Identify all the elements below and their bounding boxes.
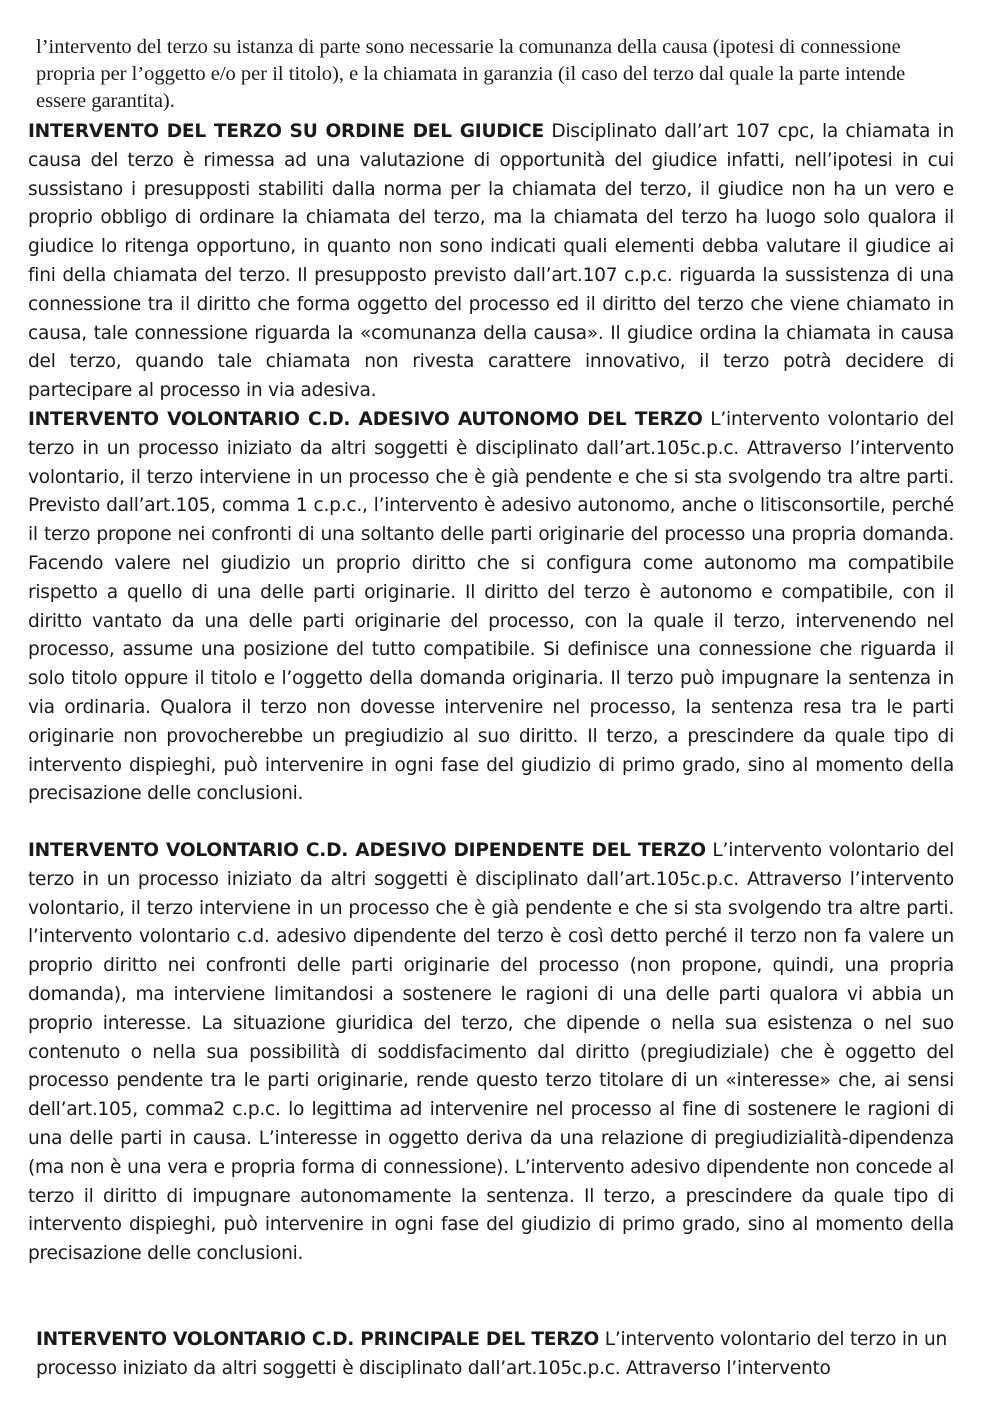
intro-paragraph: l’intervento del terzo su istanza di parte sono necessarie la comunanza della causa (ipotesi di connessione propria per l’oggetto e/o per il titolo), e la chiamata in garanzia (il caso del terzo dal quale la parte intende essere garantita). — [36, 36, 906, 112]
section-heading: INTERVENTO VOLONTARIO C.D. ADESIVO DIPENDENTE DEL TERZO — [28, 840, 706, 861]
section-intervento-ordine-giudice — [28, 118, 954, 406]
section-body: Disciplinato dall’art 107 cpc, la chiamata in causa del terzo è rimessa ad una valutazione di opportunità del giudice infatti, nell’ipotesi in cui sussistano i presupposti stabiliti dalla norma per la chiamata del terzo, il giudice non ha un vero e proprio obbligo di ordinare la chiamata del terzo, ma la chiamata del terzo ha luogo solo qualora il giudice lo ritenga opportuno, in quanto non sono indicati quali elementi debba valutare il giudice ai fini della chiamata del terzo. Il presupposto previsto dall’art.107 c.p.c. riguarda la sussistenza di una connessione tra il diritto che forma oggetto del processo ed il diritto del terzo che viene chiamato in causa, tale connessione riguarda la «comunanza della causa». Il giudice ordina la chiamata in causa del terzo, quando tale chiamata non rivesta carattere innovativo, il terzo potrà decidere di partecipare al processo in via adesiva. — [28, 121, 954, 402]
section-intervento-principale — [36, 1326, 954, 1384]
section-heading: INTERVENTO VOLONTARIO C.D. PRINCIPALE DEL TERZO — [36, 1329, 600, 1350]
section-body: L’intervento volontario del terzo in un processo iniziato da altri soggetti è disciplinato dall’art.105c.p.c. Attraverso l’intervento volontario, il terzo interviene in un processo che è già pendente e che si sta svolgendo tra altre parti. Previsto dall’art.105, comma 1 c.p.c., l’intervento è adesivo autonomo, anche o litisconsortile, perché il terzo propone nei confronti di una soltanto delle parti originarie del processo una propria domanda. Facendo valere nel giudizio un proprio diritto che si configura come autonomo ma compatibile rispetto a quello di una delle parti originarie. Il diritto del terzo è autonomo e compatibile, con il diritto vantato da una delle parti originarie del processo, con la quale il terzo, intervenendo nel processo, assume una posizione del tutto compatibile. Si definisce una connessione che riguarda il solo titolo oppure il titolo e l’oggetto della domanda originaria. Il terzo può impugnare la sentenza in via ordinaria. Qualora il terzo non dovesse intervenire nel processo, la sentenza resa tra le parti originarie non provocherebbe un pregiudizio al suo diritto. Il terzo, a prescindere da quale tipo di intervento dispieghi, può intervenire in ogni fase del giudizio di primo grado, sino al momento della precisazione delle conclusioni. — [28, 409, 954, 805]
section-intervento-adesivo-dipendente — [28, 837, 954, 1269]
section-heading: INTERVENTO DEL TERZO SU ORDINE DEL GIUDICE — [28, 121, 545, 142]
section-heading: INTERVENTO VOLONTARIO C.D. ADESIVO AUTONOMO DEL TERZO — [28, 409, 703, 430]
section-body: L’intervento volontario del terzo in un processo iniziato da altri soggetti è disciplinato dall’art.105c.p.c. Attraverso l’intervento volontario, il terzo interviene in un processo che è già pendente e che si sta svolgendo tra altre parti. l’intervento volontario c.d. adesivo dipendente del terzo è così detto perché il terzo non fa valere un proprio diritto nei confronti delle parti originarie del processo (non propone, quindi, una propria domanda), ma interviene limitandosi a sostenere le ragioni di una delle parti qualora vi abbia un proprio interesse. La situazione giuridica del terzo, che dipende o nella sua esistenza o nel suo contenuto o nella sua possibilità di soddisfacimento dal diritto (pregiudiziale) che è oggetto del processo pendente tra le parti originarie, rende questo terzo titolare di un «interesse» che, ai sensi dell’art.105, comma2 c.p.c. lo legittima ad intervenire nel processo al fine di sostenere le ragioni di una delle parti in causa. L’interesse in oggetto deriva da una relazione di pregiudizialità-dipendenza (ma non è una vera e propria forma di connessione). L’intervento adesivo dipendente non concede al terzo il diritto di impugnare autonomamente la sentenza. Il terzo, a prescindere da quale tipo di intervento dispieghi, può intervenire in ogni fase del giudizio di primo grado, sino al momento della precisazione delle conclusioni. — [28, 840, 954, 1265]
section-intervento-adesivo-autonomo — [28, 406, 954, 809]
section-body: L’intervento volontario del terzo in un processo iniziato da altri soggetti è disciplinato dall’art.105c.p.c. Attraverso l’intervento — [36, 1329, 948, 1379]
